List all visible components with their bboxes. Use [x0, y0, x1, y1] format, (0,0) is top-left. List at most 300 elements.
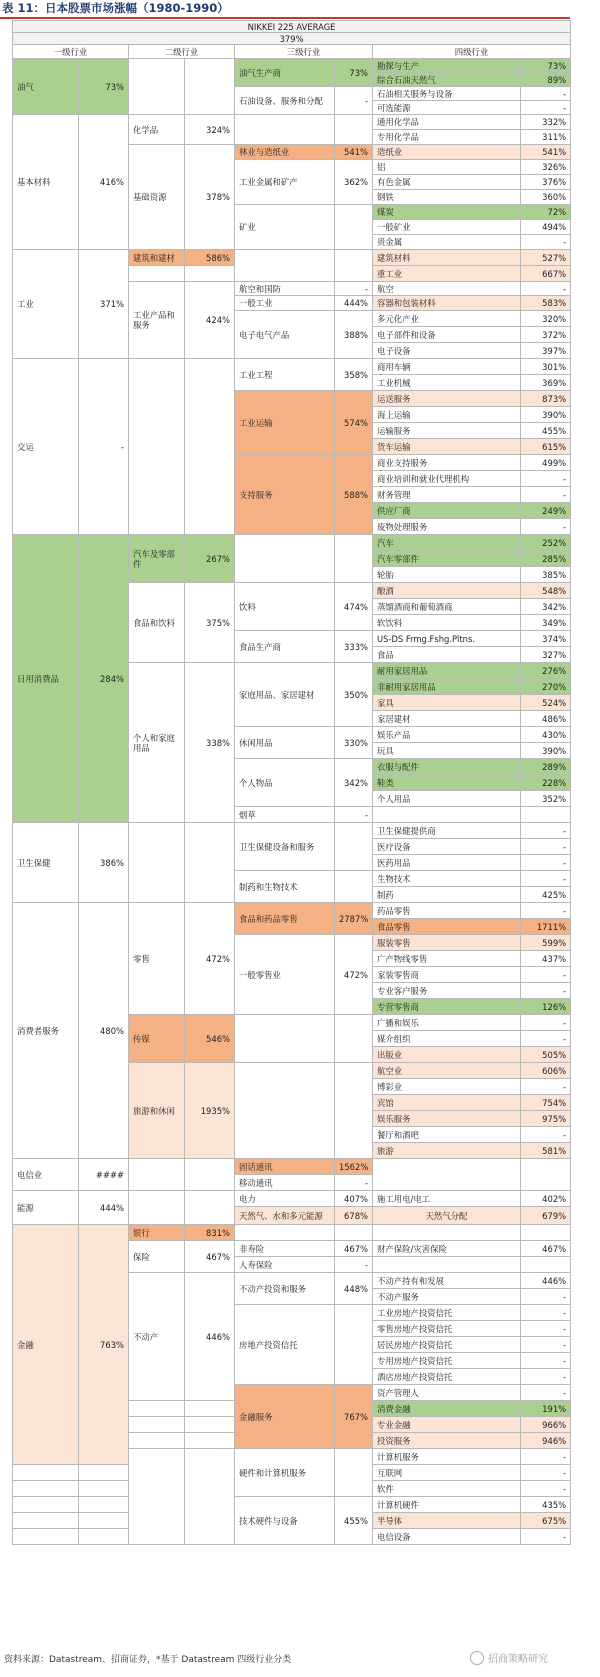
level4-name: 煤炭 — [373, 205, 521, 220]
level4-name: 可选能源 — [373, 101, 521, 115]
level4-return: 360% — [521, 190, 571, 205]
level4-name: 货车运输 — [373, 439, 521, 455]
level4-return: 975% — [521, 1111, 571, 1127]
level4-return: 126% — [521, 999, 571, 1015]
level1-name — [13, 1497, 79, 1513]
level4-name: 互联网 — [373, 1465, 521, 1481]
level4-return: - — [521, 1465, 571, 1481]
level4-return: - — [521, 1321, 571, 1337]
level1-return: 480% — [79, 903, 129, 1159]
level3-name — [235, 535, 335, 583]
level4-return: 252% — [521, 535, 571, 551]
level4-name: 医药用品 — [373, 855, 521, 871]
level3-name: 食品生产商 — [235, 631, 335, 663]
level2-return — [185, 359, 235, 535]
level4-name: US-DS Frmg.Fshg.Pltns. — [373, 631, 521, 647]
level4-name: 蒸馏酒商和葡萄酒商 — [373, 599, 521, 615]
level3-return: 1562% — [335, 1159, 373, 1175]
level1-name: 工业 — [13, 250, 79, 359]
table-row — [13, 115, 571, 130]
level4-return: 289% — [521, 759, 571, 775]
level4-name: 耐用家居用品 — [373, 663, 521, 679]
level4-return: - — [521, 1481, 571, 1497]
level3-return: 362% — [335, 160, 373, 205]
level4-name: 居民房地产投资信托 — [373, 1337, 521, 1353]
level4-return: 372% — [521, 327, 571, 343]
level2-name: 不动产 — [129, 1273, 185, 1401]
level4-return: 667% — [521, 266, 571, 282]
level4-name: 汽车 — [373, 535, 521, 551]
level1-name — [13, 1481, 79, 1497]
level4-name: 工业机械 — [373, 375, 521, 391]
level3-return: - — [335, 282, 373, 296]
level2-return — [185, 1417, 235, 1433]
level1-return: - — [79, 359, 129, 535]
col-header-level3: 三级行业 — [235, 45, 373, 59]
level2-return — [185, 1401, 235, 1417]
level4-return: - — [521, 823, 571, 839]
level4-return: - — [521, 1353, 571, 1369]
level4-name: 专用化学品 — [373, 130, 521, 145]
level4-name: 消费金融 — [373, 1401, 521, 1417]
level3-name — [235, 115, 335, 145]
level4-name: 计算机服务 — [373, 1449, 521, 1465]
level3-return — [335, 1449, 373, 1497]
level1-name: 油气 — [13, 59, 79, 115]
level4-name: 出版业 — [373, 1047, 521, 1063]
level3-return: - — [335, 1175, 373, 1191]
level4-return: - — [521, 87, 571, 101]
table-row — [13, 1191, 571, 1207]
level1-name — [13, 1465, 79, 1481]
level4-return: - — [521, 903, 571, 919]
level1-name: 日用消费品 — [13, 535, 79, 823]
level4-name: 服装零售 — [373, 935, 521, 951]
level4-name: 零售房地产投资信托 — [373, 1321, 521, 1337]
level2-name: 银行 — [129, 1225, 185, 1241]
level2-name — [129, 266, 185, 282]
level2-name — [129, 359, 185, 535]
level4-name: 航空业 — [373, 1063, 521, 1079]
level4-name: 制药 — [373, 887, 521, 903]
level4-name: 通用化学品 — [373, 115, 521, 130]
level3-name: 休闲用品 — [235, 727, 335, 759]
level4-name: 贵金属 — [373, 235, 521, 250]
table-row — [13, 535, 571, 551]
level1-name: 基本材料 — [13, 115, 79, 250]
level2-return — [185, 1159, 235, 1191]
level4-return: 425% — [521, 887, 571, 903]
level4-return: 499% — [521, 455, 571, 471]
level3-name: 技术硬件与设备 — [235, 1497, 335, 1545]
table-row — [13, 1225, 571, 1241]
level3-return: 467% — [335, 1241, 373, 1257]
level4-name — [373, 807, 521, 823]
level4-name: 电子设备 — [373, 343, 521, 359]
level2-name: 旅游和休闲 — [129, 1063, 185, 1159]
level4-name: 软饮料 — [373, 615, 521, 631]
level2-return: 375% — [185, 583, 235, 663]
level1-return — [79, 1497, 129, 1513]
level4-name: 不动产持有和发展 — [373, 1273, 521, 1289]
level1-name: 能源 — [13, 1191, 79, 1225]
level3-return — [335, 1225, 373, 1241]
table-row — [13, 823, 571, 839]
level3-return: 474% — [335, 583, 373, 631]
level2-return: 467% — [185, 1241, 235, 1273]
level4-return: 599% — [521, 935, 571, 951]
level3-name — [235, 1015, 335, 1063]
level1-name — [13, 1529, 79, 1545]
level2-name: 基础资源 — [129, 145, 185, 250]
level4-return: 376% — [521, 175, 571, 190]
level4-return: 390% — [521, 743, 571, 759]
table-row — [13, 359, 571, 375]
level4-name: 天然气分配 — [373, 1207, 521, 1225]
level4-name: 酿酒 — [373, 583, 521, 599]
level4-return — [521, 1257, 571, 1273]
level4-name — [373, 1159, 521, 1191]
level2-return: 338% — [185, 663, 235, 823]
watermark — [470, 1650, 548, 1665]
level4-name: 个人用品 — [373, 791, 521, 807]
level4-name: 铝 — [373, 160, 521, 175]
level4-name: 酒店房地产投资信托 — [373, 1369, 521, 1385]
level4-return: - — [521, 1337, 571, 1353]
level4-return: 524% — [521, 695, 571, 711]
level4-return: - — [521, 471, 571, 487]
level2-return — [185, 1191, 235, 1225]
level4-name: 容器和包装材料 — [373, 296, 521, 311]
level4-name: 电信设备 — [373, 1529, 521, 1545]
index-name: NIKKEI 225 AVERAGE — [13, 21, 571, 33]
level4-return: 541% — [521, 145, 571, 160]
level3-name: 一般工业 — [235, 296, 335, 311]
level4-return: 455% — [521, 423, 571, 439]
level4-name — [373, 1257, 521, 1273]
level4-name: 家装零售商 — [373, 967, 521, 983]
level3-return: 73% — [335, 59, 373, 87]
level3-name: 饮料 — [235, 583, 335, 631]
level2-name: 食品和饮料 — [129, 583, 185, 663]
level3-return — [335, 205, 373, 250]
table-title: 表 11：日本股票市场涨幅（1980-1990） — [2, 1, 229, 15]
level4-name: 专业客户服务 — [373, 983, 521, 999]
level3-return — [335, 823, 373, 871]
level3-name: 烟草 — [235, 807, 335, 823]
level4-name: 综合石油天然气 — [373, 73, 521, 87]
level2-name: 工业产品和服务 — [129, 282, 185, 359]
level4-name: 施工用电/电工 — [373, 1191, 521, 1207]
level4-name: 专用房地产投资信托 — [373, 1353, 521, 1369]
level3-name: 石油设备、服务和分配 — [235, 87, 335, 115]
level4-return: 191% — [521, 1401, 571, 1417]
level4-name: 供应厂商 — [373, 503, 521, 519]
level4-name: 建筑材料 — [373, 250, 521, 266]
level3-return: 588% — [335, 455, 373, 535]
level2-return — [185, 1433, 235, 1449]
level4-name: 财务管理 — [373, 487, 521, 503]
level3-return — [335, 1015, 373, 1063]
level4-return: - — [521, 282, 571, 296]
level2-return — [185, 1449, 235, 1545]
level3-name: 家庭用品、家居建材 — [235, 663, 335, 727]
level4-name: 家具 — [373, 695, 521, 711]
level4-return: - — [521, 101, 571, 115]
level3-return: 2787% — [335, 903, 373, 935]
level2-name — [129, 1159, 185, 1191]
level4-return: 437% — [521, 951, 571, 967]
level4-name: 不动产服务 — [373, 1289, 521, 1305]
level4-name: 商业培训和就业代理机构 — [373, 471, 521, 487]
level1-return — [79, 1481, 129, 1497]
level4-name: 商业支持服务 — [373, 455, 521, 471]
level4-name: 轮胎 — [373, 567, 521, 583]
level4-return: 548% — [521, 583, 571, 599]
level4-name: 食品零售 — [373, 919, 521, 935]
level3-name: 卫生保健设备和服务 — [235, 823, 335, 871]
level4-name: 食品 — [373, 647, 521, 663]
level1-return: 371% — [79, 250, 129, 359]
level3-return: 455% — [335, 1497, 373, 1545]
level4-name: 一般矿业 — [373, 220, 521, 235]
level4-return: - — [521, 1079, 571, 1095]
level4-return: 583% — [521, 296, 571, 311]
level4-return: - — [521, 871, 571, 887]
level4-name: 运输服务 — [373, 423, 521, 439]
level4-return: 606% — [521, 1063, 571, 1079]
level3-name: 不动产投资和服务 — [235, 1273, 335, 1305]
level4-return: 435% — [521, 1497, 571, 1513]
level2-return: 446% — [185, 1273, 235, 1401]
level2-return: 546% — [185, 1015, 235, 1063]
level4-return: 276% — [521, 663, 571, 679]
level3-name: 电力 — [235, 1191, 335, 1207]
level3-name: 人寿保险 — [235, 1257, 335, 1273]
level4-return: 675% — [521, 1513, 571, 1529]
level1-return: 73% — [79, 59, 129, 115]
level2-name: 建筑和建材 — [129, 250, 185, 266]
level3-return — [335, 535, 373, 583]
level4-name: 造纸业 — [373, 145, 521, 160]
level2-name — [129, 1417, 185, 1433]
level2-name: 个人和家庭用品 — [129, 663, 185, 823]
level1-name: 电信业 — [13, 1159, 79, 1191]
level2-name — [129, 823, 185, 903]
level4-name: 玩具 — [373, 743, 521, 759]
level4-return: - — [521, 519, 571, 535]
level3-return: 407% — [335, 1191, 373, 1207]
level4-name: 娱乐服务 — [373, 1111, 521, 1127]
level3-name: 工业运输 — [235, 391, 335, 455]
level3-name — [235, 1225, 335, 1241]
level4-name: 博彩业 — [373, 1079, 521, 1095]
level4-return: - — [521, 983, 571, 999]
level4-name: 宾馆 — [373, 1095, 521, 1111]
level2-return: 267% — [185, 535, 235, 583]
level3-return: 350% — [335, 663, 373, 727]
level3-return: 678% — [335, 1207, 373, 1225]
level4-return: 966% — [521, 1417, 571, 1433]
level3-return: - — [335, 1257, 373, 1273]
level3-return: 541% — [335, 145, 373, 160]
level4-name: 生物技术 — [373, 871, 521, 887]
watermark-text: 招商策略研究 — [488, 1654, 548, 1665]
level2-name: 汽车及零部件 — [129, 535, 185, 583]
level4-return: 311% — [521, 130, 571, 145]
level3-name: 电子电气产品 — [235, 311, 335, 359]
level4-return: - — [521, 1031, 571, 1047]
level3-return — [335, 250, 373, 282]
level2-name — [129, 59, 185, 115]
level3-return: 333% — [335, 631, 373, 663]
index-value: 379% — [13, 33, 571, 45]
level4-name: 勘探与生产 — [373, 59, 521, 73]
level3-name: 油气生产商 — [235, 59, 335, 87]
level2-name — [129, 1401, 185, 1417]
level1-return — [79, 1529, 129, 1545]
level4-name: 资产管理人 — [373, 1385, 521, 1401]
level4-return: 349% — [521, 615, 571, 631]
level4-return: - — [521, 1449, 571, 1465]
level4-return: - — [521, 839, 571, 855]
level4-return: 270% — [521, 679, 571, 695]
level2-return: 424% — [185, 282, 235, 359]
level4-name: 媒介组织 — [373, 1031, 521, 1047]
level4-return: 390% — [521, 407, 571, 423]
table-row — [13, 1497, 571, 1513]
level3-name — [235, 250, 335, 282]
wechat-icon — [470, 1651, 484, 1665]
level4-name: 半导体 — [373, 1513, 521, 1529]
level2-return: 1935% — [185, 1063, 235, 1159]
level4-return: 679% — [521, 1207, 571, 1225]
level4-return: - — [521, 967, 571, 983]
level3-return — [335, 871, 373, 903]
level4-return: 332% — [521, 115, 571, 130]
level4-name: 娱乐产品 — [373, 727, 521, 743]
level3-name: 硬件和计算机服务 — [235, 1449, 335, 1497]
level1-return: 416% — [79, 115, 129, 250]
level4-name: 卫生保健提供商 — [373, 823, 521, 839]
industry-returns-table — [12, 20, 571, 1545]
col-header-level4: 四级行业 — [373, 45, 571, 59]
level4-return: 494% — [521, 220, 571, 235]
level3-return: 388% — [335, 311, 373, 359]
level4-name: 专业金融 — [373, 1417, 521, 1433]
level4-name: 鞋类 — [373, 775, 521, 791]
level1-name: 卫生保健 — [13, 823, 79, 903]
level4-return: 352% — [521, 791, 571, 807]
level4-return: - — [521, 1015, 571, 1031]
level4-name: 电子部件和设备 — [373, 327, 521, 343]
level3-return — [335, 115, 373, 145]
level4-return: 754% — [521, 1095, 571, 1111]
level3-name: 航空和国防 — [235, 282, 335, 296]
level3-return — [335, 1063, 373, 1159]
level4-name: 汽车零部件 — [373, 551, 521, 567]
level1-return: 386% — [79, 823, 129, 903]
level4-name: 工业房地产投资信托 — [373, 1305, 521, 1321]
level3-name: 天然气、水和多元能源 — [235, 1207, 335, 1225]
level2-return — [185, 59, 235, 115]
level1-name: 交运 — [13, 359, 79, 535]
level3-name: 支持服务 — [235, 455, 335, 535]
level3-name — [235, 1063, 335, 1159]
level4-name: 旅游 — [373, 1143, 521, 1159]
level4-name: 衣服与配件 — [373, 759, 521, 775]
level4-return: 1711% — [521, 919, 571, 935]
level4-return: - — [521, 235, 571, 250]
table-row — [13, 1159, 571, 1175]
level3-name: 金融服务 — [235, 1385, 335, 1449]
level3-return: - — [335, 807, 373, 823]
level3-name: 一般零售业 — [235, 935, 335, 1015]
level4-return: - — [521, 487, 571, 503]
level3-return — [335, 1305, 373, 1385]
level3-name: 非寿险 — [235, 1241, 335, 1257]
level2-return: 324% — [185, 115, 235, 145]
level3-name: 林业与造纸业 — [235, 145, 335, 160]
level4-name — [373, 1225, 521, 1241]
level4-return: 228% — [521, 775, 571, 791]
level3-return: 444% — [335, 296, 373, 311]
level4-name: 软件 — [373, 1481, 521, 1497]
level1-return: 444% — [79, 1191, 129, 1225]
table-row — [13, 903, 571, 919]
level4-return — [521, 807, 571, 823]
level4-name: 运送服务 — [373, 391, 521, 407]
level4-return: 89% — [521, 73, 571, 87]
level4-name: 餐厅和酒吧 — [373, 1127, 521, 1143]
level4-return: - — [521, 855, 571, 871]
level4-name: 有色金属 — [373, 175, 521, 190]
level3-return: 472% — [335, 935, 373, 1015]
level4-name: 财产保险/灾害保险 — [373, 1241, 521, 1257]
level4-return: 374% — [521, 631, 571, 647]
level4-return: 249% — [521, 503, 571, 519]
level4-name: 航空 — [373, 282, 521, 296]
level4-name: 废物处理服务 — [373, 519, 521, 535]
level4-return — [521, 1225, 571, 1241]
level2-return — [185, 266, 235, 282]
level4-return: - — [521, 1369, 571, 1385]
level1-name — [13, 1513, 79, 1529]
level1-return — [79, 1513, 129, 1529]
level4-name: 广产物线零售 — [373, 951, 521, 967]
level4-return: 505% — [521, 1047, 571, 1063]
level4-return: - — [521, 1127, 571, 1143]
level4-return: 327% — [521, 647, 571, 663]
level2-return: 586% — [185, 250, 235, 266]
level3-return: 448% — [335, 1273, 373, 1305]
level3-return: - — [335, 87, 373, 115]
source-note: 资料来源：Datastream、招商证券，*基于 Datastream 四级行业分类 — [4, 1655, 292, 1665]
level3-name: 制药和生物技术 — [235, 871, 335, 903]
level4-name: 石油相关服务与设备 — [373, 87, 521, 101]
level1-name: 金融 — [13, 1225, 79, 1465]
level3-name: 矿业 — [235, 205, 335, 250]
table-row — [13, 250, 571, 266]
level2-name: 化学品 — [129, 115, 185, 145]
level4-return — [521, 1159, 571, 1191]
level4-name: 钢铁 — [373, 190, 521, 205]
level3-return: 330% — [335, 727, 373, 759]
level4-return: 397% — [521, 343, 571, 359]
level4-name: 海上运输 — [373, 407, 521, 423]
level4-return: 430% — [521, 727, 571, 743]
level2-return: 472% — [185, 903, 235, 1015]
